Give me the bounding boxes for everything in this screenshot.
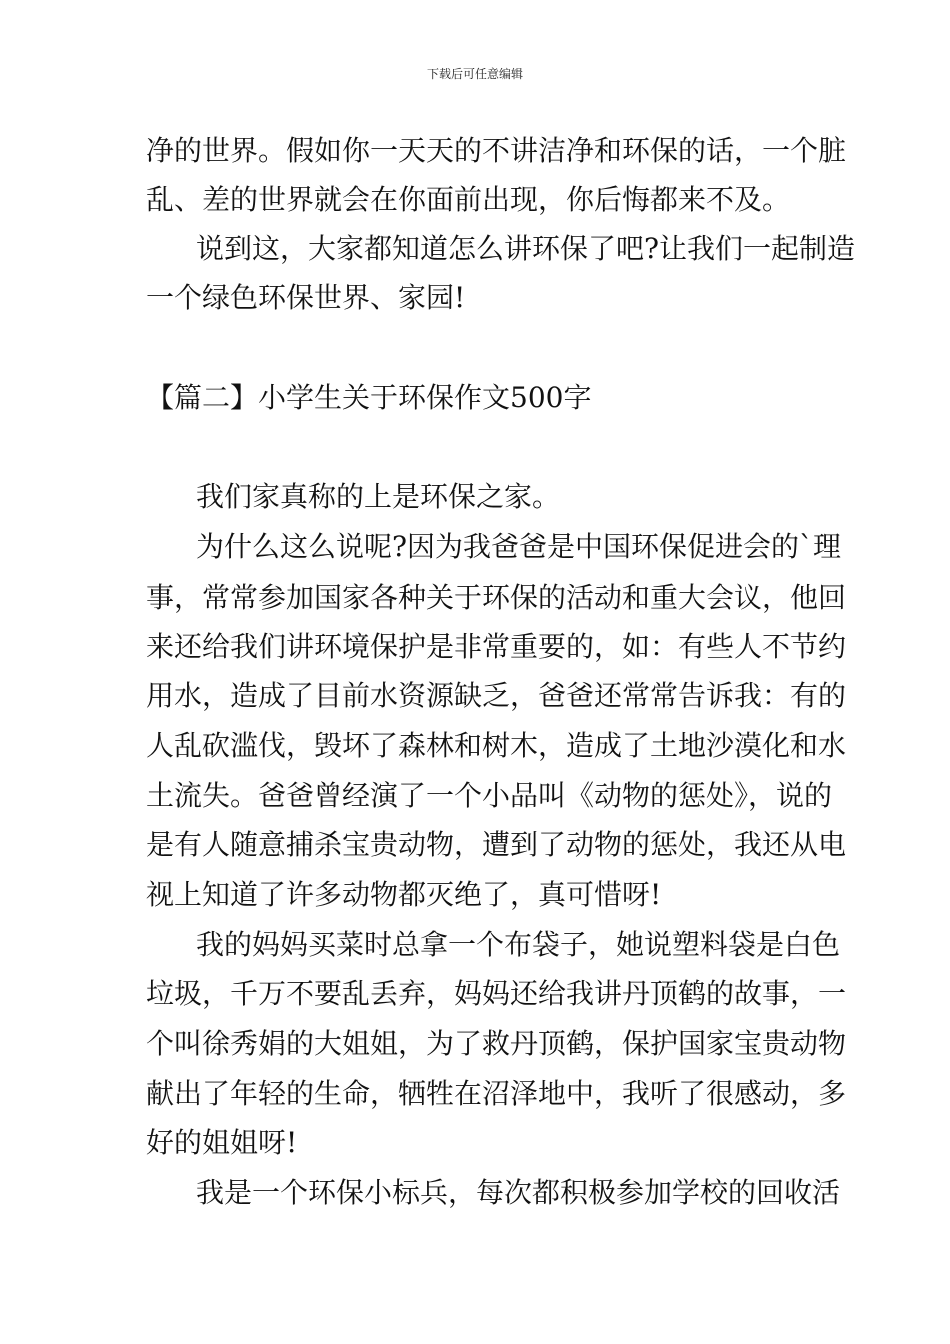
- body-line: 我们家真称的上是环保之家。: [196, 480, 561, 513]
- body-line: 用水，造成了目前水资源缺乏，爸爸还常常告诉我：有的: [146, 679, 847, 712]
- body-line: 好的姐姐呀!: [146, 1126, 298, 1159]
- body-line: 来还给我们讲环境保护是非常重要的，如：有些人不节约: [146, 630, 847, 663]
- body-line: 垃圾，千万不要乱丢弃，妈妈还给我讲丹顶鹤的故事，一: [146, 977, 847, 1010]
- body-line: 为什么这么说呢?因为我爸爸是中国环保促进会的`理: [196, 530, 842, 563]
- body-line: 说到这，大家都知道怎么讲环保了吧?让我们一起制造: [196, 232, 856, 265]
- body-line: 个叫徐秀娟的大姐姐，为了救丹顶鹤，保护国家宝贵动物: [146, 1027, 847, 1060]
- body-line: 人乱砍滥伐，毁坏了森林和树木，造成了土地沙漠化和水: [146, 729, 847, 762]
- body-line: 事，常常参加国家各种关于环保的活动和重大会议，他回: [146, 581, 847, 614]
- body-line: 视上知道了许多动物都灭绝了，真可惜呀!: [146, 878, 662, 911]
- page-header: 下载后可任意编辑: [426, 67, 523, 81]
- body-line: 土流失。爸爸曾经演了一个小品叫《动物的惩处》，说的: [146, 779, 833, 812]
- body-line: 献出了年轻的生命，牺牲在沼泽地中，我听了很感动，多: [146, 1077, 847, 1110]
- body-line: 我的妈妈买菜时总拿一个布袋子，她说塑料袋是白色: [196, 928, 841, 961]
- body-line: 净的世界。假如你一天天的不讲洁净和环保的话，一个脏: [146, 134, 847, 167]
- body-line: 一个绿色环保世界、家园!: [146, 281, 466, 314]
- body-line: 我是一个环保小标兵，每次都积极参加学校的回收活: [196, 1176, 841, 1209]
- section-heading: 【篇二】小学生关于环保作文500字: [146, 381, 592, 414]
- body-line: 乱、差的世界就会在你面前出现，你后悔都来不及。: [146, 183, 791, 216]
- body-line: 是有人随意捕杀宝贵动物，遭到了动物的惩处，我还从电: [146, 828, 847, 861]
